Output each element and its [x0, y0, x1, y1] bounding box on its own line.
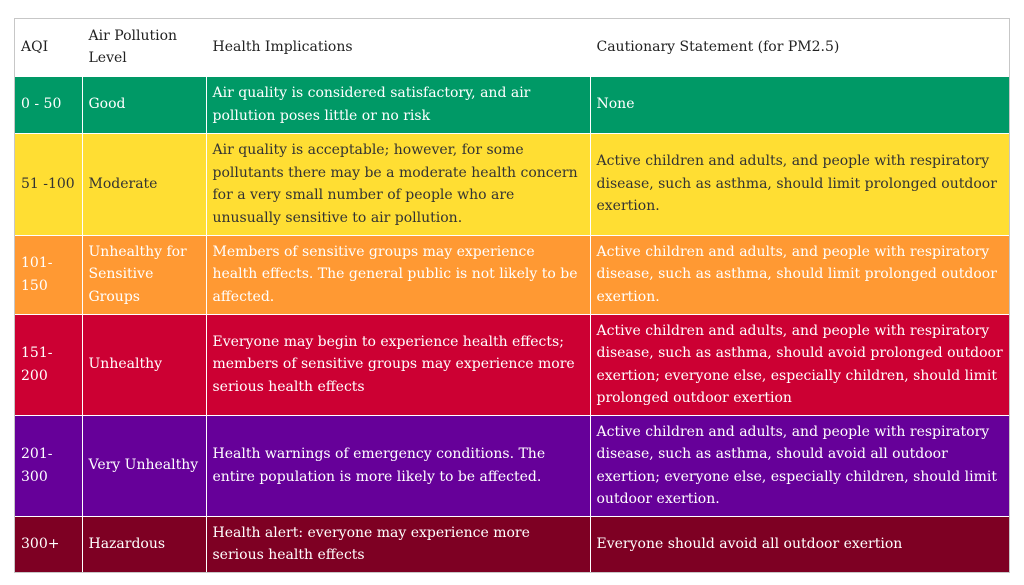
aqi-range-cell: 101-150	[15, 235, 82, 314]
aqi-range-cell: 201-300	[15, 415, 82, 516]
cautionary-statement-cell: Active children and adults, and people with respiratory disease, such as asthma, should avoid all outdoor exertion; everyone else, especially children, should limit outdoor exertion.	[590, 415, 1009, 516]
table-header-row	[15, 19, 1009, 76]
table-row-unhealthy	[15, 314, 1009, 415]
pollution-level-cell: Hazardous	[82, 516, 206, 572]
cautionary-statement-cell: Everyone should avoid all outdoor exertion	[590, 516, 1009, 572]
header-health-implications: Health Implications	[206, 19, 590, 76]
health-implications-cell: Members of sensitive groups may experience health effects. The general public is not likely to be affected.	[206, 235, 590, 314]
pollution-level-cell: Very Unhealthy	[82, 415, 206, 516]
health-implications-cell: Air quality is considered satisfactory, and air pollution poses little or no risk	[206, 76, 590, 133]
table-row-moderate	[15, 133, 1009, 235]
aqi-table	[15, 19, 1009, 572]
table-row-very-unhealthy	[15, 415, 1009, 516]
aqi-table-container	[14, 18, 1010, 573]
aqi-range-cell: 151-200	[15, 314, 82, 415]
header-aqi: AQI	[21, 39, 49, 55]
cautionary-statement-cell: Active children and adults, and people with respiratory disease, such as asthma, should limit prolonged outdoor exertion.	[590, 235, 1009, 314]
aqi-range-cell: 0 - 50	[15, 76, 82, 133]
aqi-range-cell: 51 -100	[15, 133, 82, 235]
health-implications-cell: Health alert: everyone may experience more serious health effects	[206, 516, 590, 572]
table-row-unhealthy-for-sensitive-groups	[15, 235, 1009, 314]
table-row-hazardous	[15, 516, 1009, 572]
cautionary-statement-cell: Active children and adults, and people with respiratory disease, such as asthma, should avoid prolonged outdoor exertion; everyone else, especially children, should limit prolonged outdoor exertion	[590, 314, 1009, 415]
cautionary-statement-cell: None	[590, 76, 1009, 133]
pollution-level-cell: Unhealthy	[82, 314, 206, 415]
pollution-level-cell: Moderate	[82, 133, 206, 235]
pollution-level-cell: Unhealthy for Sensitive Groups	[82, 235, 206, 314]
health-implications-cell: Everyone may begin to experience health effects; members of sensitive groups may experience more serious health effects	[206, 314, 590, 415]
table-row-good	[15, 76, 1009, 133]
header-cautionary-statement: Cautionary Statement (for PM2.5)	[590, 19, 1009, 76]
health-implications-cell: Health warnings of emergency conditions. The entire population is more likely to be affected.	[206, 415, 590, 516]
health-implications-cell: Air quality is acceptable; however, for some pollutants there may be a moderate health concern for a very small number of people who are unusually sensitive to air pollution.	[206, 133, 590, 235]
aqi-range-cell: 300+	[15, 516, 82, 572]
cautionary-statement-cell: Active children and adults, and people with respiratory disease, such as asthma, should limit prolonged outdoor exertion.	[590, 133, 1009, 235]
pollution-level-cell: Good	[82, 76, 206, 133]
header-air-pollution-level: Air Pollution Level	[82, 19, 206, 76]
